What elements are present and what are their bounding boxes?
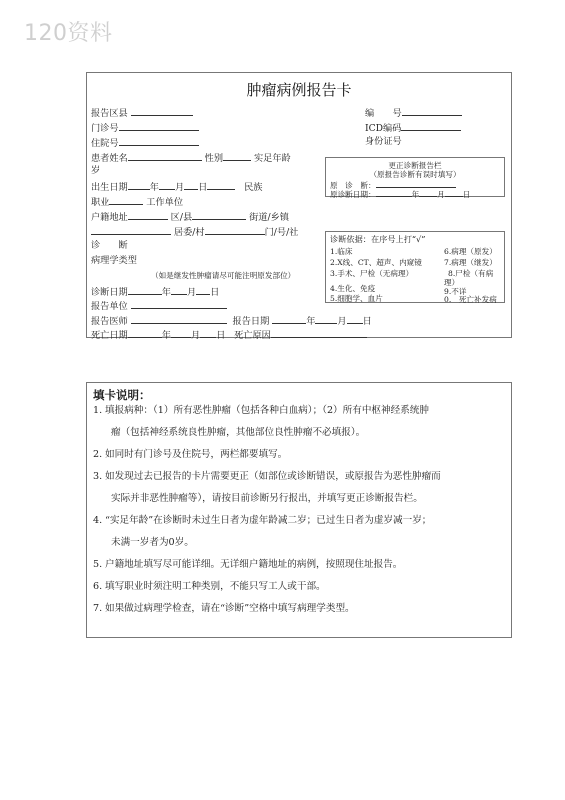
instruction-item: 7. 如果做过病理学检查，请在“诊断”空格中填写病理学类型。: [93, 603, 355, 614]
instruction-item: 2. 如同时有门诊号及住院号，两栏都要填写。: [93, 449, 288, 460]
birth-month-blank[interactable]: [159, 180, 175, 190]
basis-item[interactable]: 8.尸检（有病: [448, 269, 494, 278]
instruction-item: 3. 如发现过去已报告的卡片需要更正（如部位或诊断错误，或原报告为恶性肿瘤而: [93, 471, 441, 482]
inpatient-field: 住院号: [91, 136, 199, 149]
death-year-blank[interactable]: [128, 328, 162, 338]
serial-field: 编 号: [365, 106, 462, 119]
occupation-field: 职业 工作单位: [91, 197, 184, 208]
rep-day-blank[interactable]: [347, 314, 363, 324]
tumor-report-card: [86, 72, 512, 341]
basis-item[interactable]: 6.病理（原发）: [444, 247, 497, 256]
instruction-item: 1. 填报病种：（1）所有恶性肿瘤（包括各种白血病）；（2）所有中枢神经系统肿: [93, 405, 429, 416]
death-month-blank[interactable]: [171, 328, 191, 338]
pathology-label: 病理学类型: [91, 255, 137, 266]
correction-subtitle: （原报告诊断有误时填写）: [369, 170, 461, 179]
birth-date-field: 出生日期 年 月 日 民族: [91, 182, 263, 193]
inpatient-blank[interactable]: [119, 136, 199, 146]
instruction-cont: 未满一岁者为0岁。: [111, 537, 194, 548]
addr-blank-4[interactable]: [205, 225, 265, 235]
report-doctor-field: 报告医师 报告日期 年 月 日: [91, 316, 372, 327]
dx-day-blank[interactable]: [196, 285, 210, 295]
card-title: 肿瘤病例报告卡: [246, 81, 352, 99]
orig-year-blank[interactable]: [376, 187, 412, 197]
watermark-logo: 120资料: [24, 21, 113, 46]
pathology-note: （如是继发性肿瘤请尽可能注明原发部位）: [151, 271, 296, 280]
birth-day-blank[interactable]: [184, 180, 198, 190]
patient-name-blank[interactable]: [128, 151, 202, 161]
original-dx-field: 原 诊 断：: [330, 178, 456, 191]
outpatient-field: 门诊号: [91, 121, 199, 134]
instruction-cont: 瘤（包括神经系统良性肿瘤，其他部位良性肿瘤不必填报）。: [111, 427, 366, 438]
report-unit-blank[interactable]: [131, 299, 227, 309]
dx-year-blank[interactable]: [128, 285, 162, 295]
age-unit: 岁: [91, 165, 101, 176]
instruction-item: 4. “实足年龄”在诊断时未过生日者为虚年龄减二岁；已过生日者为虚岁减一岁；: [93, 515, 432, 526]
death-cause-blank[interactable]: [271, 328, 367, 338]
serial-blank[interactable]: [402, 106, 462, 116]
report-area-blank[interactable]: [131, 106, 193, 116]
basis-item[interactable]: 3.手术、尸检（无病理）: [330, 269, 414, 278]
dx-month-blank[interactable]: [171, 285, 187, 295]
instruction-item: 5. 户籍地址填写尽可能详细。无详细户籍地址的病例，按照现住址报告。: [93, 559, 403, 570]
instruction-cont: 实际并非恶性肿瘤等），请按目前诊断另行报出，并填写更正诊断报告栏。: [111, 493, 423, 504]
birth-year-blank[interactable]: [128, 180, 150, 190]
report-area-field: 报告区县: [91, 106, 193, 119]
outpatient-blank[interactable]: [119, 121, 199, 131]
basis-item[interactable]: 1.临床: [330, 247, 353, 256]
original-dx-date-field: 原诊断日期： 年 月 日: [330, 187, 470, 200]
household-addr-line2: 居委/村 门/号/社: [91, 225, 298, 238]
correction-box: [325, 157, 505, 197]
basis-item[interactable]: 9.不详: [444, 287, 467, 296]
basis-item[interactable]: 5.细胞学、血片: [330, 294, 383, 303]
patient-name-field: 患者姓名 性别 实足年龄: [91, 153, 291, 164]
basis-item[interactable]: 2.X线、CT、超声、内窥镜: [330, 258, 422, 267]
basis-title: 诊断依据：在序号上打“√”: [330, 234, 426, 244]
rep-month-blank[interactable]: [315, 314, 337, 324]
addr-blank-1[interactable]: [128, 210, 168, 220]
instructions-title: 填卡说明：: [93, 388, 151, 402]
diagnosis-basis-box: [325, 231, 505, 303]
basis-item-cont: 理）: [444, 278, 460, 287]
orig-day-blank[interactable]: [445, 187, 463, 197]
report-doctor-blank[interactable]: [131, 314, 227, 324]
addr-blank-2[interactable]: [192, 210, 246, 220]
icd-field: ICD编码: [365, 121, 461, 134]
correction-title: 更正诊断报告栏: [388, 161, 442, 170]
report-unit-field: 报告单位: [91, 299, 227, 312]
rep-year-blank[interactable]: [272, 314, 306, 324]
death-date-field: 死亡日期 年 月 日 死亡原因: [91, 328, 367, 341]
occupation-blank[interactable]: [109, 195, 143, 205]
addr-blank-3[interactable]: [91, 225, 171, 235]
instructions-box: [86, 382, 512, 638]
sex-blank[interactable]: [223, 151, 251, 161]
icd-blank[interactable]: [401, 121, 461, 131]
id-field: 身份证号: [365, 136, 402, 147]
basis-item[interactable]: 7.病理（继发）: [444, 258, 497, 267]
household-addr-field: 户籍地址 区/县 街道/乡镇: [91, 212, 289, 223]
diagnosis-date-field: 诊断日期 年 月 日: [91, 287, 220, 298]
basis-item[interactable]: 4.生化、免疫: [330, 284, 376, 293]
death-day-blank[interactable]: [200, 328, 216, 338]
orig-month-blank[interactable]: [419, 187, 437, 197]
basis-item[interactable]: 0. 死亡补发病: [444, 295, 497, 304]
diagnosis-label: 诊 断: [91, 240, 128, 251]
birth-extra-blank[interactable]: [207, 180, 235, 190]
instruction-item: 6. 填写职业时须注明工种类别，不能只写工人或干部。: [93, 581, 326, 592]
